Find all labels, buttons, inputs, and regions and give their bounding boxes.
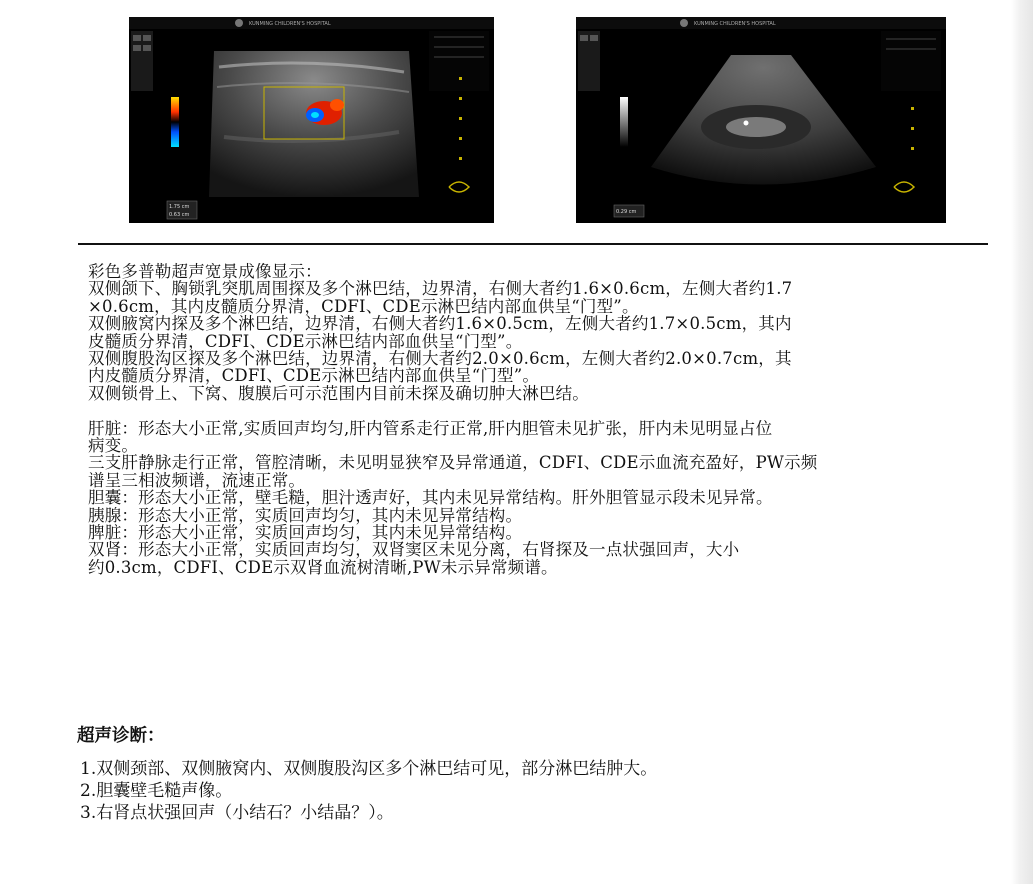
lymph-line: 双侧锁骨上、下窝、腹膜后可示范围内目前未探及确切肿大淋巴结。 xyxy=(88,383,589,403)
ultrasound-image-doppler xyxy=(129,17,494,223)
lymph-line: 双侧腹股沟区探及多个淋巴结，边界清，右侧大者约2.0×0.6cm，左侧大者约2.0×0.7cm，其 xyxy=(88,349,792,369)
organ-line: 胆囊：形态大小正常，壁毛糙，胆汁透声好，其内未见异常结构。肝外胆管显示段未见异常。 xyxy=(88,488,773,508)
organ-line: 肝脏：形态大小正常,实质回声均匀,肝内管系走行正常,肝内胆管未见扩张，肝内未见明显占位 xyxy=(88,418,773,438)
lymph-line: ×0.6cm，其内皮髓质分界清，CDFI、CDE示淋巴结内部血供呈“门型”。 xyxy=(88,296,639,316)
organ-line: 双肾：形态大小正常，实质回声均匀，双肾窦区未见分离，右肾探及一点状强回声，大小 xyxy=(88,540,740,560)
ultrasound-header-text: KUNMING CHILDREN'S HOSPITAL xyxy=(249,21,331,27)
ultrasound-doppler-graphic xyxy=(129,17,494,223)
organ-line: 约0.3cm，CDFI、CDE示双肾血流树清晰,PW未示异常频谱。 xyxy=(88,557,558,577)
diagnosis-title: 超声诊断： xyxy=(77,726,165,746)
measurement-readout-2: 0.63 cm xyxy=(169,212,190,218)
lymph-line: 双侧颌下、胸锁乳突肌周围探及多个淋巴结，边界清，右侧大者约1.6×0.6cm，左侧大者约1.7 xyxy=(88,279,793,299)
lymph-line: 皮髓质分界清，CDFI、CDE示淋巴结内部血供呈“门型”。 xyxy=(88,331,523,351)
ultrasound-image-kidney xyxy=(576,17,946,223)
lymph-line: 双侧腋窝内探及多个淋巴结，边界清，右侧大者约1.6×0.5cm，左侧大者约1.7×0.5cm，其内 xyxy=(88,314,792,334)
organ-line: 脾脏：形态大小正常，实质回声均匀，其内未见异常结构。 xyxy=(88,523,523,543)
organ-line: 胰腺：形态大小正常，实质回声均匀，其内未见异常结构。 xyxy=(88,505,523,525)
diagnosis-item: 2.胆囊壁毛糙声像。 xyxy=(80,781,233,801)
organ-line: 病变。 xyxy=(88,436,139,456)
diagnosis-item: 3.右肾点状强回声（小结石？小结晶？）。 xyxy=(80,803,394,823)
lymph-line: 内皮髓质分界清，CDFI、CDE示淋巴结内部血供呈“门型”。 xyxy=(88,366,540,386)
page-edge-shadow xyxy=(1011,0,1033,884)
measurement-readout-3: 0.29 cm xyxy=(616,209,637,215)
ultrasound-kidney-graphic xyxy=(576,17,946,223)
organ-line: 三支肝静脉走行正常，管腔清晰，未见明显狭窄及异常通道，CDFI、CDE示血流充盈好，PW示频 xyxy=(88,453,818,473)
ultrasound-header-text-2: KUNMING CHILDREN'S HOSPITAL xyxy=(694,21,776,27)
measurement-readout-1: 1.75 cm xyxy=(169,204,190,210)
section-divider xyxy=(78,243,988,245)
organ-line: 谱呈三相波频谱，流速正常。 xyxy=(88,470,306,490)
diagnosis-list xyxy=(80,758,657,824)
findings-heading: 彩色多普勒超声宽景成像显示： xyxy=(88,262,322,281)
diagnosis-item: 1.双侧颈部、双侧腋窝内、双侧腹股沟区多个淋巴结可见，部分淋巴结肿大。 xyxy=(80,759,658,779)
findings-section xyxy=(88,263,958,576)
